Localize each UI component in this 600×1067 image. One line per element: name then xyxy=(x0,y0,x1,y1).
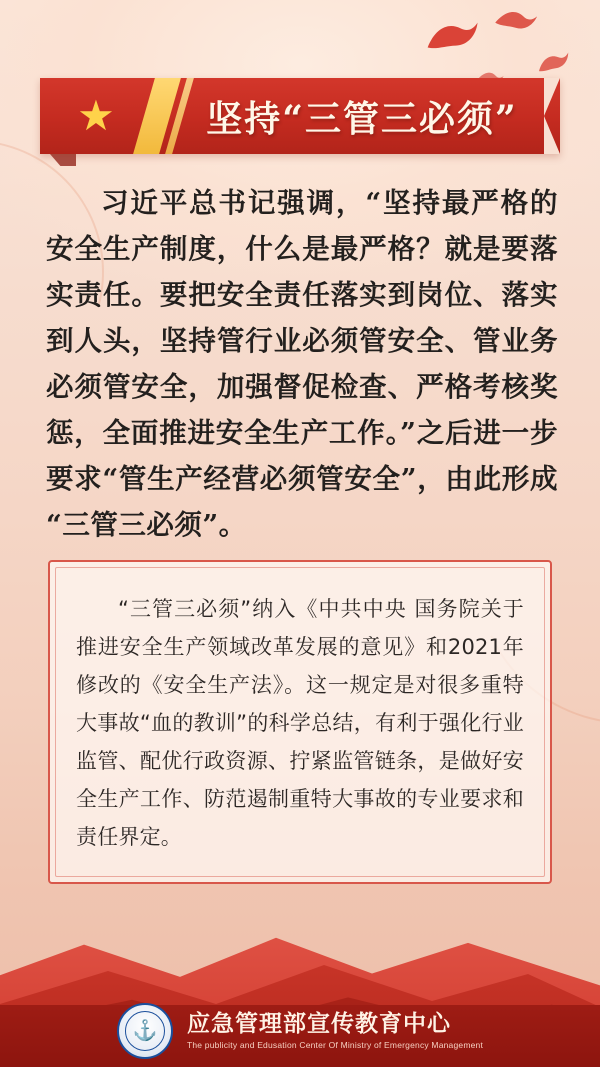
star-icon: ★ xyxy=(77,92,115,139)
emblem-icon xyxy=(117,1003,173,1059)
footer xyxy=(0,995,600,1067)
explanation-text: “三管三必须”纳入《中共中央 国务院关于推进安全生产领域改革发展的意见》和2021年修改的《安全生产法》。这一规定是对很多重特大事故“血的教训”的科学总结，有利于强化行业监管、配优行政资源、拧紧监管链条，是做好安全生产工作、防范遏制重特大事故的专业要求和责任界定。 xyxy=(76,597,524,849)
footer-text xyxy=(187,1011,483,1051)
poster-title: 坚持“三管三必须” xyxy=(206,97,518,140)
emblem-inner-glyph: ⚓ xyxy=(125,1011,165,1051)
dove-icon xyxy=(533,47,574,79)
banner-shadow xyxy=(50,154,76,166)
org-name-cn: 应急管理部宣传教育中心 xyxy=(186,1010,451,1037)
main-paragraph: 习近平总书记强调，“坚持最严格的安全生产制度，什么是最严格？就是要落实责任。要把安全责任落实到岗位、落实到人头，坚持管行业必须管安全、管业务必须管安全，加强督促检查、严格考核奖惩，全面推进安全生产工作。”之后进一步要求“管生产经营必须管安全”，由此形成“三管三必须”。 xyxy=(46,187,558,541)
title-banner xyxy=(40,78,560,154)
explanation-card xyxy=(48,560,552,884)
org-name-en: The publicity and Edusation Center Of Ministry of Emergency Management xyxy=(186,1040,484,1050)
dove-icon xyxy=(493,6,539,36)
dove-icon xyxy=(421,14,485,59)
